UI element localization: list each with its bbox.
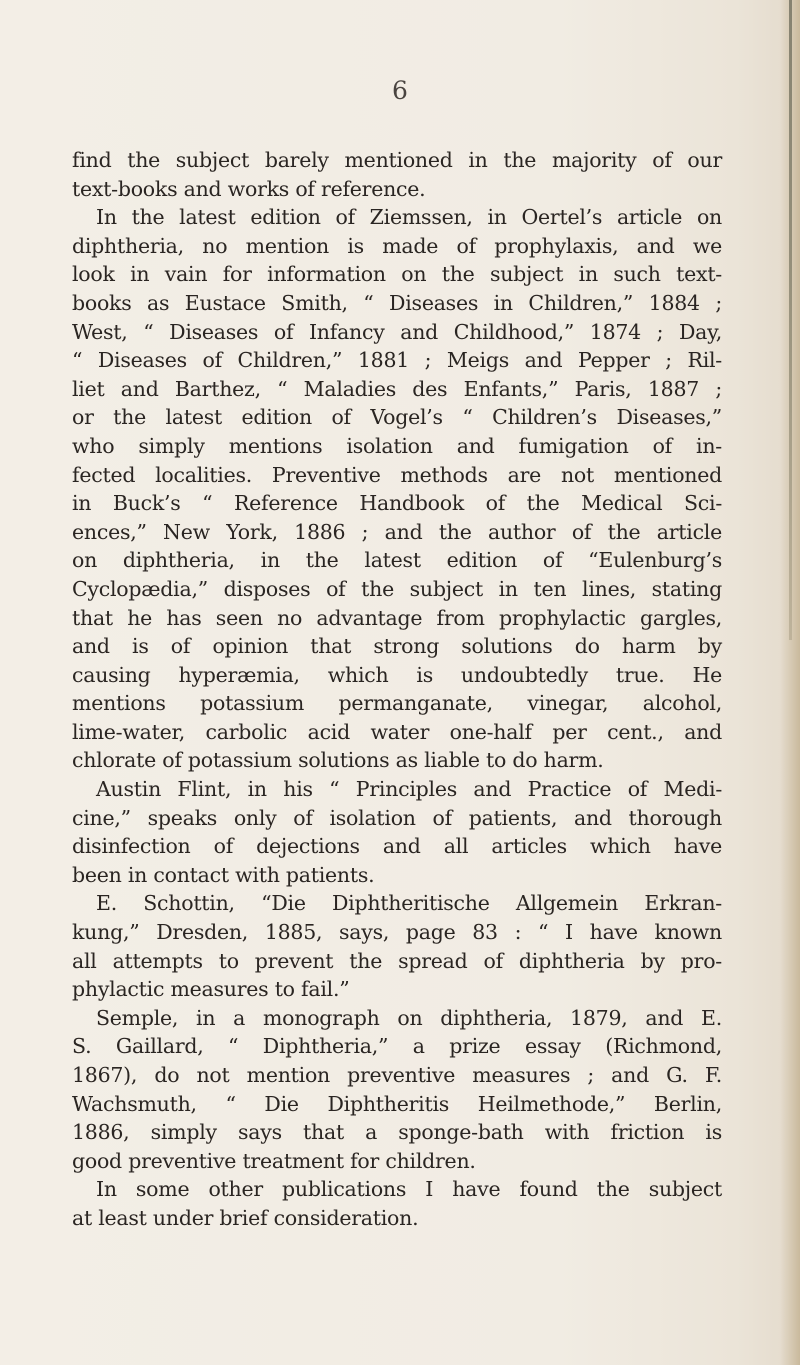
- text-line: Wachsmuth, “ Die Diphtheritis Heilmethode,” Berlin,: [72, 1091, 722, 1116]
- text-line: 1886, simply says that a sponge-bath with friction is: [72, 1120, 722, 1145]
- text-line: been in contact with patients.: [72, 862, 375, 887]
- text-line: look in vain for information on the subject in such text-: [72, 262, 722, 287]
- text-line: kung,” Dresden, 1885, says, page 83 : “ I have known: [72, 920, 722, 945]
- text-line: good preventive treatment for children.: [72, 1148, 476, 1173]
- text-line: causing hyperæmia, which is undoubtedly true. He: [72, 662, 722, 687]
- text-line: that he has seen no advantage from prophylactic gargles,: [72, 605, 722, 630]
- text-line: mentions potassium permanganate, vinegar, alcohol,: [72, 691, 722, 716]
- text-line: Semple, in a monograph on diphtheria, 1879, and E.: [96, 1005, 722, 1030]
- text-line: books as Eustace Smith, “ Diseases in Children,” 1884 ;: [72, 290, 722, 315]
- text-line: on diphtheria, in the latest edition of “Eulenburg’s: [72, 548, 722, 573]
- text-line: “ Diseases of Children,” 1881 ; Meigs and Pepper ; Ril-: [72, 348, 722, 373]
- text-line: who simply mentions isolation and fumigation of in-: [72, 433, 722, 458]
- text-line: cine,” speaks only of isolation of patients, and thorough: [72, 805, 722, 830]
- text-line: Austin Flint, in his “ Principles and Practice of Medi-: [96, 777, 722, 802]
- text-line: find the subject barely mentioned in the majority of our: [72, 148, 722, 172]
- text-line: lime-water, carbolic acid water one-half per cent., and: [72, 719, 722, 744]
- text-line: or the latest edition of Vogel’s “ Children’s Diseases,”: [72, 405, 722, 430]
- text-line: phylactic measures to fail.”: [72, 977, 350, 1002]
- text-line: 1867), do not mention preventive measures ; and G. F.: [72, 1063, 722, 1087]
- text-line: Cyclopædia,” disposes of the subject in ten lines, stating: [72, 576, 722, 601]
- text-line: ences,” New York, 1886 ; and the author of the article: [72, 519, 722, 544]
- text-line: fected localities. Preventive methods are not mentioned: [72, 462, 722, 487]
- text-line: In some other publications I have found the subject: [96, 1177, 722, 1202]
- text-line: in Buck’s “ Reference Handbook of the Medical Sci-: [72, 491, 722, 516]
- text-line: chlorate of potassium solutions as liable to do harm.: [72, 748, 604, 773]
- page-number: 6: [392, 76, 408, 105]
- text-line: disinfection of dejections and all articles which have: [72, 834, 722, 859]
- text-line: In the latest edition of Ziemssen, in Oertel’s article on: [96, 205, 722, 230]
- text-line: at least under brief consideration.: [72, 1205, 419, 1230]
- text-line: and is of opinion that strong solutions do harm by: [72, 634, 722, 659]
- text-line: E. Schottin, “Die Diphtheritische Allgemein Erkran-: [96, 891, 722, 916]
- text-line: text-books and works of reference.: [72, 176, 426, 201]
- body-text: [72, 146, 722, 1233]
- text-line: diphtheria, no mention is made of prophylaxis, and we: [72, 233, 722, 258]
- text-line: all attempts to prevent the spread of diphtheria by pro-: [72, 948, 722, 973]
- text-line: West, “ Diseases of Infancy and Childhood,” 1874 ; Day,: [72, 319, 722, 344]
- text-line: liet and Barthez, “ Maladies des Enfants,” Paris, 1887 ;: [72, 376, 722, 401]
- text-line: S. Gaillard, “ Diphtheria,” a prize essay (Richmond,: [72, 1034, 722, 1059]
